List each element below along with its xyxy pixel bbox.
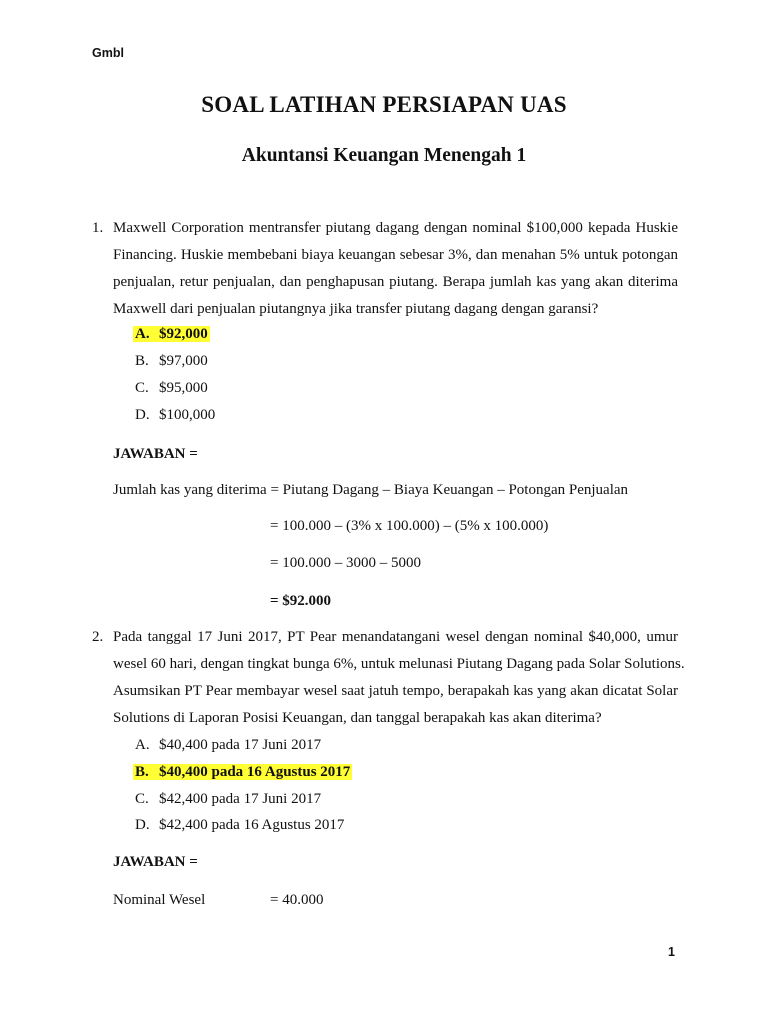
option-text: $40,400 pada 16 Agustus 2017 [159,764,351,780]
option-text: $97,000 [159,353,208,369]
question-2-calc-value: = 40.000 [270,892,324,908]
question-2-line-2: wesel 60 hari, dengan tingkat bunga 6%, untuk melunasi Piutang Dagang pada Solar Solutions. [113,656,685,672]
header-author: Gmbl [92,46,124,60]
option-letter: B. [135,764,149,780]
option-letter: D. [135,407,150,423]
question-2-option-c [135,790,321,808]
option-text: $92,000 [159,326,208,342]
question-1-line-1: Maxwell Corporation mentransfer piutang dagang dengan nominal $100,000 kepada Huskie [113,220,678,236]
question-1-answer-label: JAWABAN = [113,446,198,462]
page-number: 1 [668,945,675,959]
question-2-line-3: Asumsikan PT Pear membayar wesel saat jatuh tempo, berapakah kas yang akan dicatat Solar [113,683,678,699]
question-2-line-4: Solutions di Laporan Posisi Keuangan, dan tanggal berapakah kas akan diterima? [113,710,602,726]
question-1-line-3: penjualan, retur penjualan, dan penghapusan piutang. Berapa jumlah kas yang akan diterima [113,274,678,290]
page-subtitle: Akuntansi Keuangan Menengah 1 [241,145,527,166]
page-title: SOAL LATIHAN PERSIAPAN UAS [201,92,567,117]
option-text: $42,400 pada 17 Juni 2017 [159,791,322,807]
question-2-option-b [135,763,352,781]
question-1-line-4: Maxwell dari penjualan piutangnya jika transfer piutang dagang dengan garansi? [113,301,599,317]
question-1-option-a [135,325,210,343]
option-letter: A. [135,326,150,342]
option-letter: B. [135,353,149,369]
answer-highlight [133,764,352,780]
question-1-option-b [135,352,208,370]
option-text: $42,400 pada 16 Agustus 2017 [159,817,345,833]
option-text: $95,000 [159,380,208,396]
question-2-line-1: Pada tanggal 17 Juni 2017, PT Pear menandatangani wesel dengan nominal $40,000, umur [113,629,678,645]
answer-highlight [133,326,210,342]
question-1-number: 1. [92,220,104,236]
question-1-calc-line-2: = 100.000 – (3% x 100.000) – (5% x 100.000) [270,518,549,534]
question-2-calc-label: Nominal Wesel [113,892,206,908]
question-2-number: 2. [92,629,104,645]
question-1-calc-line-1: Jumlah kas yang diterima = Piutang Dagang – Biaya Keuangan – Potongan Penjualan [113,482,629,498]
question-1-option-c [135,379,208,397]
question-1-line-2: Financing. Huskie membebani biaya keuangan sebesar 3%, dan menahan 5% untuk potongan [113,247,678,263]
option-text: $100,000 [159,407,216,423]
question-2-option-d [135,816,344,834]
option-letter: D. [135,817,150,833]
question-2-answer-label: JAWABAN = [113,854,198,870]
question-1-calc-line-3: = 100.000 – 3000 – 5000 [270,555,421,571]
question-1-option-d [135,406,215,424]
option-letter: C. [135,380,149,396]
option-letter: A. [135,737,150,753]
question-1-calc-result: = $92.000 [270,593,332,609]
option-text: $40,400 pada 17 Juni 2017 [159,737,322,753]
question-2-option-a [135,736,321,754]
option-letter: C. [135,791,149,807]
